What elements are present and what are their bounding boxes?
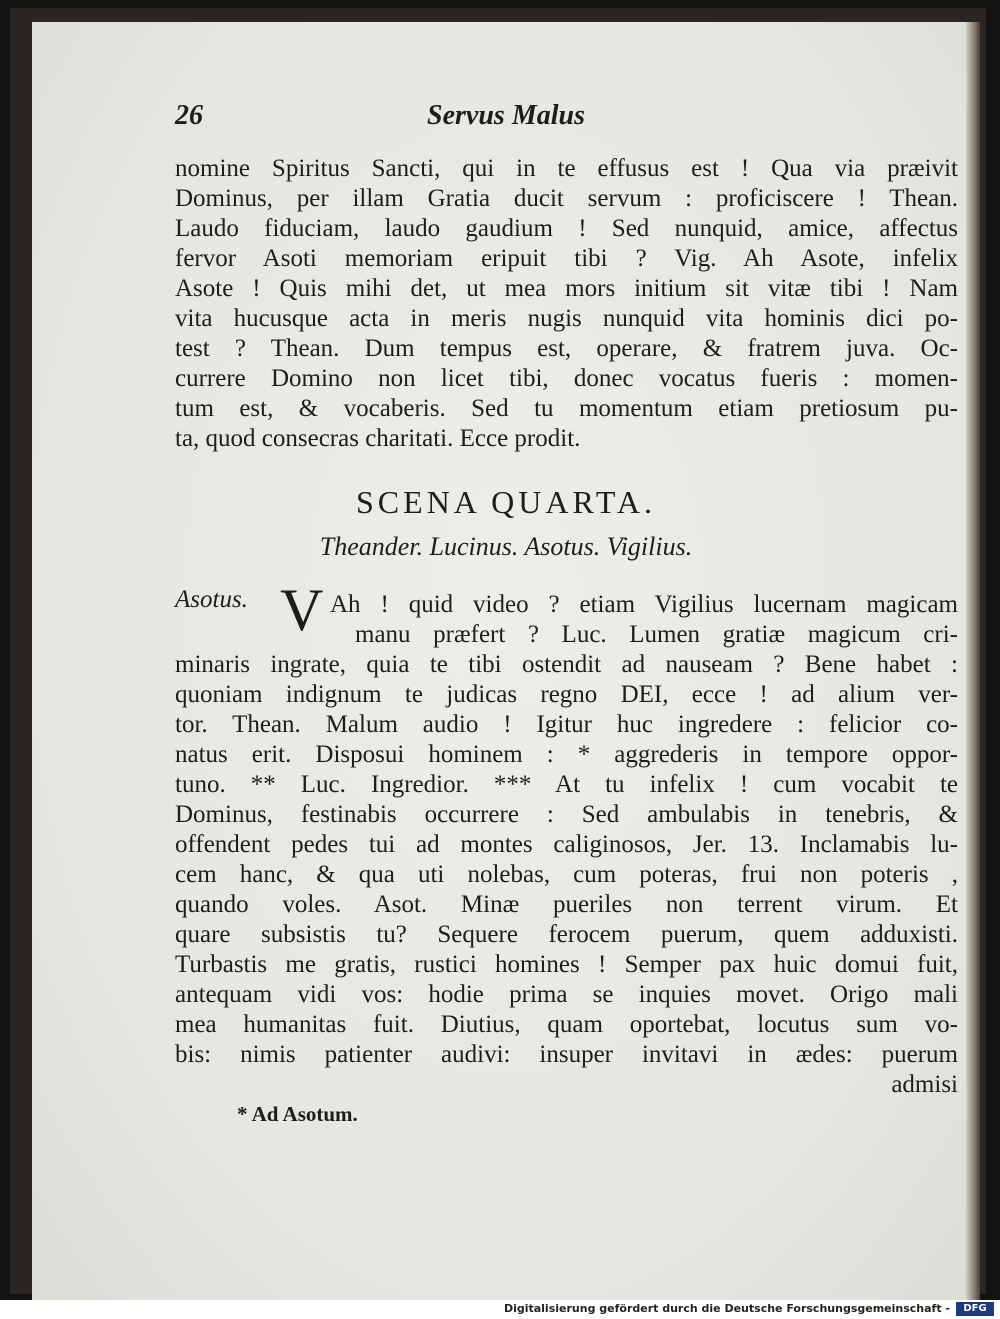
- scene-heading: SCENA QUARTA.: [356, 484, 656, 520]
- page-number: 26: [175, 100, 203, 131]
- text-line: currere Domino non licet tibi, donec vocatus fueris : momen-: [175, 365, 958, 392]
- text-line: Turbastis me gratis, rustici homines ! Semper pax huic domui fuit,: [175, 951, 958, 978]
- text-line: Ah ! quid video ? etiam Vigilius lucernam magicam: [330, 591, 958, 618]
- footnote: * Ad Asotum.: [237, 1102, 358, 1126]
- text-line: quare subsistis tu? Sequere ferocem puerum, quem adduxisti.: [175, 921, 958, 948]
- text-block-scene: [175, 620, 958, 1100]
- text-line: vita hucusque acta in meris nugis nunquid vita hominis dici po-: [175, 305, 958, 332]
- text-line: Dominus, per illam Gratia ducit servum : proficiscere ! Thean.: [175, 185, 958, 212]
- text-line: tor. Thean. Malum audio ! Igitur huc ingredere : felicior co-: [175, 711, 958, 738]
- credit-bar: [0, 1300, 1000, 1319]
- speaker-label: Asotus.: [175, 586, 248, 613]
- running-head: [32, 98, 980, 142]
- first-line-block: [330, 590, 958, 620]
- text-line: nomine Spiritus Sancti, qui in te effusus est ! Qua via præivit: [175, 155, 958, 182]
- text-line: test ? Thean. Dum tempus est, operare, & fratrem juva. Oc-: [175, 335, 958, 362]
- text-line: minaris ingrate, quia te tibi ostendit ad nauseam ? Bene habet :: [175, 651, 958, 678]
- text-line: bis: nimis patienter audivi: insuper invitavi in ædes: puerum: [175, 1041, 958, 1068]
- text-line: offendent pedes tui ad montes caliginosos, Jer. 13. Inclamabis lu-: [175, 831, 958, 858]
- text-line: quoniam indignum te judicas regno DEI, ecce ! ad alium ver-: [175, 681, 958, 708]
- text-line: tum est, & vocaberis. Sed tu momentum etiam pretiosum pu-: [175, 395, 958, 422]
- scene-persons: Theander. Lucinus. Asotus. Vigilius.: [319, 532, 693, 561]
- text-line: cem hanc, & qua uti nolebas, cum poteras, frui non poteris ,: [175, 861, 958, 888]
- drop-cap: V: [280, 577, 324, 643]
- book-page: [32, 22, 980, 1300]
- credit-text: Digitalisierung gefördert durch die Deutsche Forschungsgemeinschaft -: [503, 1302, 950, 1315]
- page-edge-shadow: [966, 22, 980, 1300]
- text-line: quando voles. Asot. Minæ pueriles non terrent virum. Et: [175, 891, 958, 918]
- text-line: tuno. ** Luc. Ingredior. *** At tu infelix ! cum vocabit te: [175, 771, 958, 798]
- catchword: admisi: [891, 1071, 958, 1098]
- text-line: mea humanitas fuit. Diutius, quam oportebat, locutus sum vo-: [175, 1011, 958, 1038]
- scan-frame: [10, 8, 986, 1294]
- text-line: antequam vidi vos: hodie prima se inquies movet. Origo mali: [175, 981, 958, 1008]
- text-line: natus erit. Disposui hominem : * aggrederis in tempore oppor-: [175, 741, 958, 768]
- text-line: Laudo fiduciam, laudo gaudium ! Sed nunquid, amice, affectus: [175, 215, 958, 242]
- running-title: Servus Malus: [427, 100, 585, 131]
- dfg-logo: DFG: [956, 1302, 994, 1316]
- text-block-top: [175, 154, 958, 454]
- text-line: Asote ! Quis mihi det, ut mea mors initium sit vitæ tibi ! Nam: [175, 275, 958, 302]
- text-line: fervor Asoti memoriam eripuit tibi ? Vig. Ah Asote, infelix: [175, 245, 958, 272]
- text-line: manu præfert ? Luc. Lumen gratiæ magicum cri-: [355, 621, 958, 648]
- text-line: ta, quod consecras charitati. Ecce prodit.: [175, 425, 581, 452]
- text-line: Dominus, festinabis occurrere : Sed ambulabis in tenebris, &: [175, 801, 958, 828]
